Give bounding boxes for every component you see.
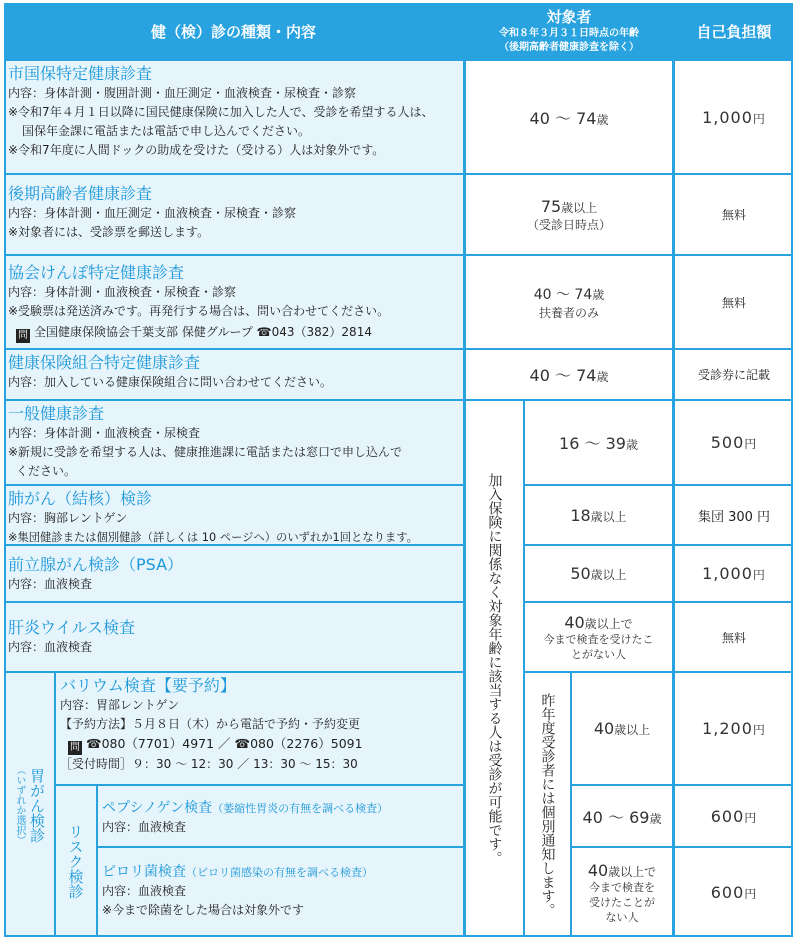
age-cell: [525, 486, 672, 544]
grid-line: [523, 401, 525, 937]
row-line: ※令和7年度に人間ドックの助成を受けた（受ける）人は対象外です。: [8, 143, 385, 157]
row-title: バリウム検査【要予約】: [60, 676, 236, 695]
fee-cell: [675, 673, 793, 784]
fee-unit: 円: [744, 887, 758, 901]
age-sub: （受診日時点）: [526, 217, 611, 232]
row-line: 内容：血液検査: [8, 640, 93, 654]
header-fee-label: 自己負担額: [696, 22, 772, 41]
header-target: [466, 3, 672, 59]
row-note: （萎縮性胃炎の有無を調べる検査）: [212, 802, 389, 815]
row-city-nhi-checkup: [4, 61, 463, 173]
inquiry-icon: 問: [18, 330, 28, 341]
grid-line: [4, 935, 793, 937]
row-line: ※受験票は発送済みです。再発行する場合は、問い合わせてください。: [8, 304, 390, 318]
last-year-text: 昨年度受診者には個別通知します。: [539, 693, 556, 917]
grid-line: [525, 484, 793, 486]
grid-line: [4, 3, 6, 937]
row-title: 一般健康診査: [8, 404, 105, 423]
fee-cell: [675, 401, 793, 484]
age-value: 40: [564, 612, 585, 632]
row-line: ※令和7年４月１日以降に国民健康保険に加入した人で、受診を希望する人は、: [8, 105, 434, 119]
age-unit: 歳: [625, 438, 638, 452]
row-line: ※集団健診または個別健診（詳しくは 10 ページへ）のいずれか1回となります。: [8, 531, 418, 544]
row-barium-test: [56, 673, 463, 784]
row-line: 内容：胸部レントゲン: [8, 511, 128, 525]
row-kyokai-checkup: [4, 256, 463, 348]
contact-text: ☎080（7701）4971 ／ ☎080（2276）5091: [86, 736, 363, 751]
age-unit: 歳: [596, 370, 609, 384]
age-value: 40 ～ 74: [533, 286, 593, 303]
row-pepsinogen-test: [98, 786, 463, 846]
row-line: 内容：身体計測・腹囲計測・血圧測定・血液検査・尿検査・診察: [8, 86, 357, 100]
age-cell: [572, 786, 672, 846]
row-title: 健康保険組合特定健康診査: [8, 353, 201, 372]
fee-value: 受診券に記載: [697, 368, 770, 382]
row-title: 肝炎ウイルス検査: [8, 618, 136, 637]
age-unit: 歳以上で: [584, 616, 633, 631]
grid-line: [4, 544, 466, 546]
fee-value: 無料: [721, 208, 746, 222]
row-title: 前立腺がん検診（PSA）: [8, 555, 184, 574]
row-union-checkup: [4, 350, 463, 399]
age-unit: 歳: [596, 112, 609, 127]
grid-line: [4, 484, 466, 486]
age-cell: [466, 61, 672, 173]
age-cell: [572, 673, 672, 784]
age-value: 40: [587, 860, 609, 880]
age-value: 75: [540, 196, 562, 216]
fee-value: 500: [710, 433, 745, 452]
header-type-label: 健（検）診の種類・内容: [150, 22, 316, 41]
fee-unit: 円: [752, 111, 766, 126]
stomach-note: （いずれか選択）: [14, 765, 25, 845]
stomach-label: 胃がん検診: [28, 767, 46, 843]
row-pylori-test: [98, 848, 463, 937]
grid-line: [98, 846, 466, 848]
fee-cell: [675, 546, 793, 601]
fee-cell: [675, 848, 793, 937]
age-value: 50: [570, 564, 591, 583]
age-unit: 歳以上: [590, 509, 627, 524]
header-target-sub1: 令和８年３月３１日時点の年齢: [499, 28, 639, 39]
age-sub: 今まで検査を: [589, 880, 655, 894]
age-sub: 受けたことが: [589, 895, 655, 909]
row-late-elderly-checkup: [4, 175, 463, 254]
grid-line: [525, 671, 793, 673]
row-line: 内容：胃部レントゲン: [60, 698, 180, 712]
fee-value: 1,000: [702, 107, 753, 127]
row-line: 内容：血液検査: [8, 577, 93, 591]
stomach-group-label: [4, 673, 54, 937]
fee-unit: 円: [752, 723, 766, 737]
row-line: 内容：加入している健康保険組合に問い合わせてください。: [8, 375, 333, 389]
fee-cell: [675, 603, 793, 671]
age-sub: とがない人: [571, 647, 626, 661]
grid-line: [672, 3, 675, 937]
fee-value: 無料: [721, 630, 746, 645]
age-cell: [525, 401, 672, 484]
row-line: ※対象者には、受診票を郵送します。: [8, 225, 210, 239]
fee-cell: [675, 350, 793, 399]
age-cell: [525, 546, 672, 601]
inquiry-icon: 問: [70, 742, 80, 753]
fee-cell: [675, 175, 793, 254]
fee-value: 無料: [721, 295, 746, 310]
age-unit: 歳: [649, 811, 662, 826]
row-line: ください。: [16, 464, 77, 478]
grid-line: [4, 348, 793, 350]
header-type: [4, 3, 463, 59]
header-fee: [675, 3, 793, 59]
checkup-table: [4, 3, 793, 937]
all-insurance-note: [466, 401, 523, 937]
grid-line: [96, 786, 98, 937]
grid-line: [525, 544, 793, 546]
row-line: 内容：血液検査: [102, 820, 187, 834]
age-unit: 歳以上: [590, 568, 627, 582]
hours-line: ［受付時間］９：30 ～ 12：30 ／ 13：30 ～ 15：30: [60, 757, 358, 771]
fee-value: 600: [710, 883, 745, 902]
age-cell: [572, 848, 672, 937]
grid-line: [572, 784, 793, 786]
age-unit: 歳: [592, 287, 605, 302]
age-value: 40 ～ 74: [529, 366, 597, 385]
age-cell: [525, 603, 672, 671]
grid-line: [4, 254, 793, 256]
age-unit: 歳以上: [561, 200, 598, 215]
row-line: ※今まで除菌をした場合は対象外です: [102, 903, 305, 917]
grid-line: [4, 601, 466, 603]
age-value: 18: [570, 505, 591, 525]
grid-line: [572, 846, 793, 848]
age-cell: [466, 256, 672, 348]
contact-line: [60, 734, 463, 755]
age-sub: 扶養者のみ: [538, 305, 599, 320]
contact-text: 全国健康保険協会千葉支部 保健グループ ☎043（382）2814: [34, 325, 372, 339]
grid-line: [463, 3, 466, 937]
risk-label: リスク検診: [66, 824, 85, 899]
age-unit: 歳以上: [614, 723, 651, 737]
age-value: 16 ～ 39: [559, 434, 626, 453]
last-year-note: [525, 673, 570, 937]
row-note: （ピロリ菌感染の有無を調べる検査）: [186, 866, 373, 879]
grid-line: [570, 673, 572, 937]
row-title: 肺がん（結核）検診: [8, 489, 153, 508]
row-line: 【予約方法】５月８日（木）から電話で予約・予約変更: [60, 717, 361, 731]
fee-value: 集団 300 円: [697, 509, 771, 525]
row-hepatitis-test: [4, 603, 463, 671]
grid-line: [54, 673, 56, 937]
all-insurance-text: 加入保険に関係なく対象年齢に該当する人は受診が可能です。: [486, 473, 503, 865]
fee-unit: 円: [744, 437, 758, 451]
row-prostate-cancer-checkup: [4, 546, 463, 601]
contact-line: [8, 323, 463, 343]
row-title: ペプシノゲン検査: [102, 800, 213, 816]
age-sub: 今まで検査を受けたこ: [543, 632, 654, 646]
age-cell: [466, 350, 672, 399]
row-line: ※新規に受診を希望する人は、健康推進課に電話または窓口で申し込んで: [8, 445, 403, 459]
grid-line: [525, 601, 793, 603]
fee-cell: [675, 486, 793, 544]
age-value: 40: [593, 719, 615, 738]
fee-unit: 円: [752, 568, 766, 582]
grid-line: [4, 671, 466, 673]
row-title: 協会けんぽ特定健康診査: [8, 263, 185, 282]
header-target-sub2: （後期高齢者健康診査を除く）: [499, 42, 639, 53]
age-unit: 歳以上で: [608, 864, 657, 879]
fee-cell: [675, 786, 793, 846]
row-line: 国保年金課に電話または電話で申し込んでください。: [22, 124, 311, 138]
age-cell: [466, 175, 672, 254]
fee-cell: [675, 256, 793, 348]
grid-line: [4, 399, 793, 401]
row-title: 後期高齢者健康診査: [8, 184, 153, 203]
row-line: 内容：身体計測・血圧測定・血液検査・尿検査・診察: [8, 206, 297, 220]
row-title: ピロリ菌検査: [102, 864, 186, 880]
row-lung-cancer-checkup: [4, 486, 463, 544]
fee-unit: 円: [744, 810, 758, 825]
header-target-label: 対象者: [546, 8, 592, 26]
row-line: 内容：身体計測・血液検査・尿検査・診察: [8, 285, 237, 299]
fee-value: 600: [710, 806, 745, 826]
age-value: 40 ～ 69: [582, 807, 650, 827]
grid-line: [4, 59, 793, 61]
fee-cell: [675, 61, 793, 173]
fee-value: 1,000: [702, 564, 753, 583]
grid-line: [791, 3, 793, 937]
fee-value: 1,200: [702, 719, 753, 738]
row-title: 市国保特定健康診査: [8, 64, 153, 83]
grid-line: [4, 173, 793, 175]
row-general-checkup: [4, 401, 463, 484]
row-line: 内容：身体計測・血液検査・尿検査: [8, 426, 201, 440]
grid-line: [56, 784, 466, 786]
age-value: 40 ～ 74: [529, 108, 597, 128]
risk-group-label: [56, 786, 96, 937]
age-sub: ない人: [605, 910, 639, 924]
row-line: 内容：血液検査: [102, 884, 187, 898]
